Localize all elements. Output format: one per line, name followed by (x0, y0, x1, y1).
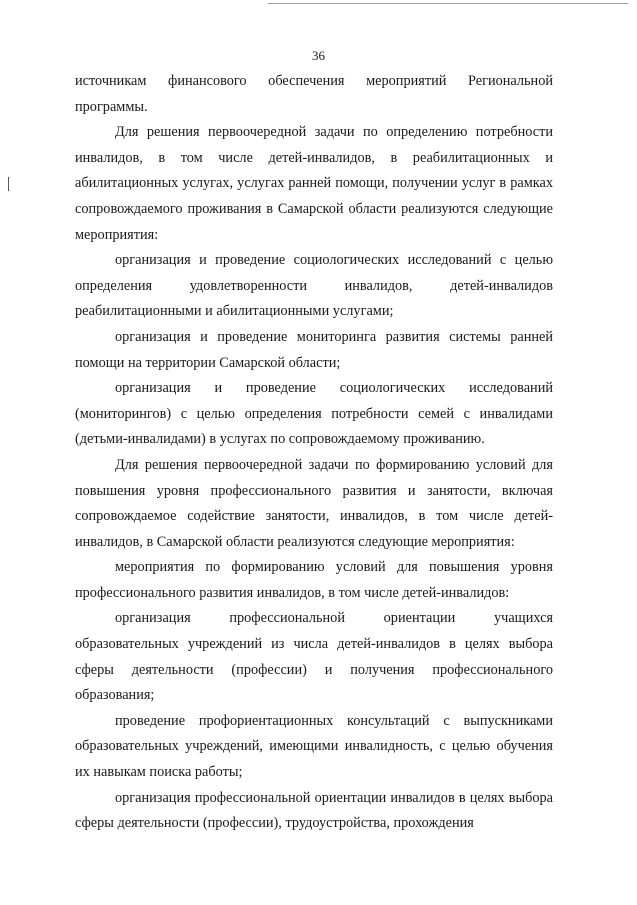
paragraph: организация профессиональной ориентации инвалидов в целях выбора сферы деятельности (профессии), трудоустройства, прохождения (75, 789, 553, 832)
paragraph: организация и проведение социологических исследований с целью определения удовлетворенности инвалидов, детей-инвалидов реабилитационными и абилитационными услугами; (75, 252, 553, 320)
paragraph: Для решения первоочередной задачи по формированию условий для повышения уровня профессионального развития и занятости, включая сопровождаемое содействие занятости, инвалидов, в том числе детей-инвалидов, в Самарской области реализуются следующие мероприятия: (75, 456, 553, 550)
paragraph: организация профессиональной ориентации учащихся образовательных учреждений из числа детей-инвалидов в целях выбора сферы деятельности (профессии) и получения профессионального образования; (75, 610, 553, 704)
paragraph: организация и проведение социологических исследований (мониторингов) с целью определения потребности семей с инвалидами (детьми-инвалидами) в услугах по сопровождаемому проживанию. (75, 380, 553, 448)
scan-artifact-line (268, 3, 628, 4)
paragraph: мероприятия по формированию условий для повышения уровня профессионального развития инвалидов, в том числе детей-инвалидов: (75, 559, 553, 601)
scan-artifact-mark (8, 177, 9, 191)
paragraph: проведение профориентационных консультаций с выпускниками образовательных учреждений, имеющими инвалидность, с целью обучения их навыкам поиска работы; (75, 712, 553, 781)
paragraph: Для решения первоочередной задачи по определению потребности инвалидов, в том числе детей-инвалидов, в реабилитационных и абилитационных услугах, услугах ранней помощи, получении услуг в рамках сопровождаемого проживания в Самарской области реализуются следующие мероприятия: (75, 124, 553, 243)
page-number: 36 (312, 48, 325, 63)
paragraph: организация и проведение мониторинга развития системы ранней помощи на территории Самарской области; (75, 328, 553, 371)
document-body (75, 69, 553, 837)
paragraph: источникам финансового обеспечения мероприятий Региональной программы. (75, 73, 553, 115)
